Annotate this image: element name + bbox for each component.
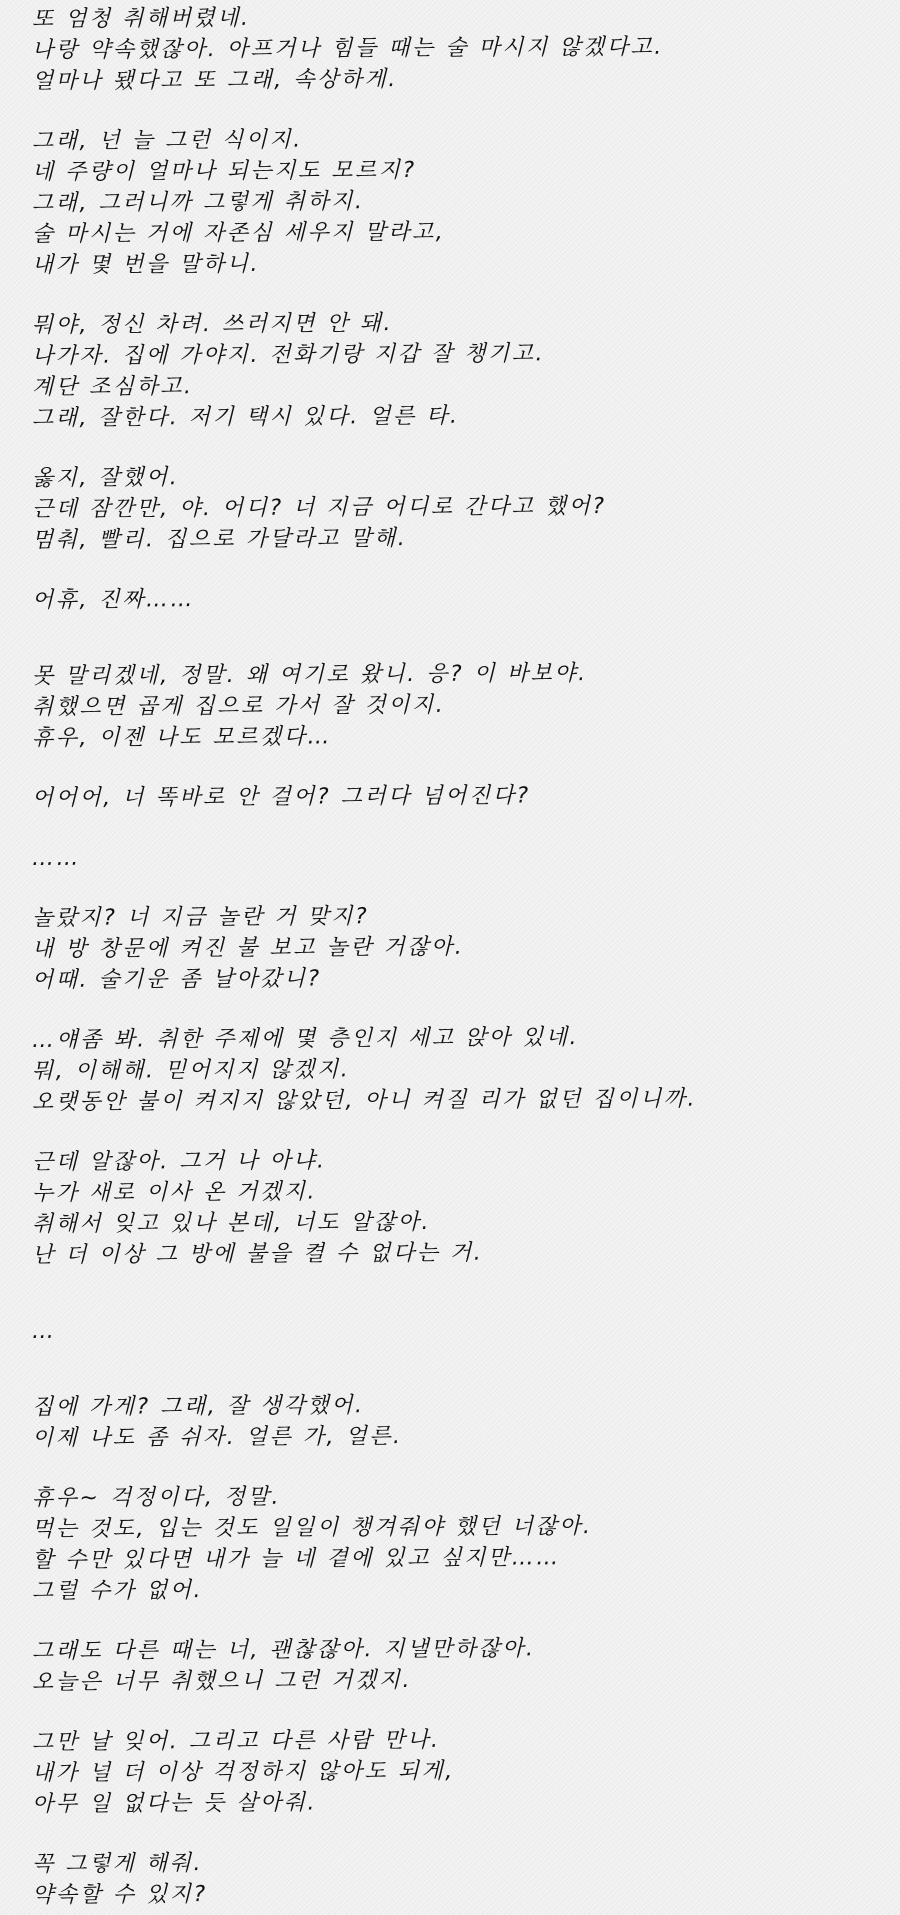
letter-line: 나가자. 집에 가야지. 전화기랑 지갑 잘 챙기고. xyxy=(31,341,546,369)
letter-line: 네 주량이 얼마나 되는지도 모르지? xyxy=(31,157,417,185)
letter-line: 휴우~ 걱정이다, 정말. xyxy=(31,1484,281,1511)
letter-line: 난 더 이상 그 방에 불을 켤 수 없다는 거. xyxy=(31,1240,484,1268)
letter-line: 내가 널 더 이상 걱정하지 않아도 되게, xyxy=(31,1758,455,1786)
letter-line: 못 말리겠네, 정말. 왜 여기로 왔니. 응? 이 바보야. xyxy=(31,661,588,689)
letter-line: 근데 잠깐만, 야. 어디? 너 지금 어디로 간다고 했어? xyxy=(31,493,607,522)
letter-line: 그래, 잘한다. 저기 택시 있다. 얼른 타. xyxy=(31,403,460,431)
letter-line: 아무 일 없다는 듯 살아줘. xyxy=(31,1790,318,1817)
letter-line: 집에 가게? 그래, 잘 생각했어. xyxy=(31,1393,365,1420)
letter-line: 뭐야, 정신 차려. 쓰러지면 안 돼. xyxy=(31,311,394,338)
letter-line: 약속할 수 있지? xyxy=(31,1882,208,1908)
letter-line: 그만 날 잊어. 그리고 다른 사람 만나. xyxy=(31,1727,441,1755)
letter-line: 그래, 넌 늘 그런 식이지. xyxy=(31,127,303,154)
letter-line: 근데 알잖아. 그거 나 아냐. xyxy=(31,1148,327,1175)
letter-line: 계단 조심하고. xyxy=(31,374,194,400)
letter-line: 그래도 다른 때는 너, 괜찮잖아. 지낼만하잖아. xyxy=(31,1636,536,1664)
blank-line xyxy=(32,616,860,661)
letter-line: 그럴 수가 없어. xyxy=(31,1578,204,1604)
letter-line: 어어어, 너 똑바로 안 걸어? 그러다 넘어진다? xyxy=(31,783,531,811)
letter-line: 어휴, 진짜…… xyxy=(31,587,196,613)
letter-line: 또 엄청 취해버렸네. xyxy=(31,5,251,32)
letter-line: 할 수만 있다면 내가 늘 네 곁에 있고 싶지만…… xyxy=(31,1545,561,1573)
letter-line: 먹는 것도, 입는 것도 일일이 챙겨줘야 했던 너잖아. xyxy=(31,1514,593,1542)
letter-line: 오랫동안 불이 켜지지 않았던, 아니 켜질 리가 없던 집이니까. xyxy=(31,1086,698,1115)
letter-line: 그래, 그러니까 그렇게 취하지. xyxy=(31,189,365,216)
letter-line: 누가 새로 이사 온 거겠지. xyxy=(31,1179,318,1206)
letter-line: 내 방 창문에 켜진 불 보고 놀란 거잖아. xyxy=(31,934,465,962)
letter-line: 뭐, 이해해. 믿어지지 않겠지. xyxy=(31,1057,351,1084)
blank-line xyxy=(32,1271,860,1316)
letter-line: 멈춰, 빨리. 집으로 가달라고 말해. xyxy=(31,526,408,553)
letter-line: …… xyxy=(31,845,82,871)
letter-line: 꼭 그렇게 해줘. xyxy=(31,1851,204,1877)
letter-line: 놀랐지? 너 지금 놀란 거 맞지? xyxy=(31,904,370,931)
letter-line: 취했으면 곱게 집으로 가서 잘 것이지. xyxy=(31,692,446,720)
letter-line: …얘좀 봐. 취한 주제에 몇 층인지 세고 앉아 있네. xyxy=(31,1025,580,1053)
letter-line: 옳지, 잘했어. xyxy=(31,465,180,491)
blank-line xyxy=(32,1347,860,1392)
letter-line: 이제 나도 좀 쉬자. 얼른 가, 얼른. xyxy=(31,1424,403,1451)
letter-line: 나랑 약속했잖아. 아프거나 힘들 때는 술 마시지 않겠다고. xyxy=(31,34,664,63)
letter-line: 얼마나 됐다고 또 그래, 속상하게. xyxy=(31,67,398,94)
letter-line: 내가 몇 번을 말하니. xyxy=(31,251,261,278)
letter-line: 오늘은 너무 취했으니 그런 거겠지. xyxy=(31,1668,413,1695)
letter-line: 술 마시는 거에 자존심 세우지 말라고, xyxy=(31,219,446,247)
letter-line: … xyxy=(31,1318,57,1344)
letter-line: 취해서 잊고 있나 본데, 너도 알잖아. xyxy=(31,1209,432,1237)
letter-line: 어때. 술기운 좀 날아갔니? xyxy=(31,966,322,993)
letter-line: 휴우, 이젠 나도 모르겠다… xyxy=(31,724,333,751)
